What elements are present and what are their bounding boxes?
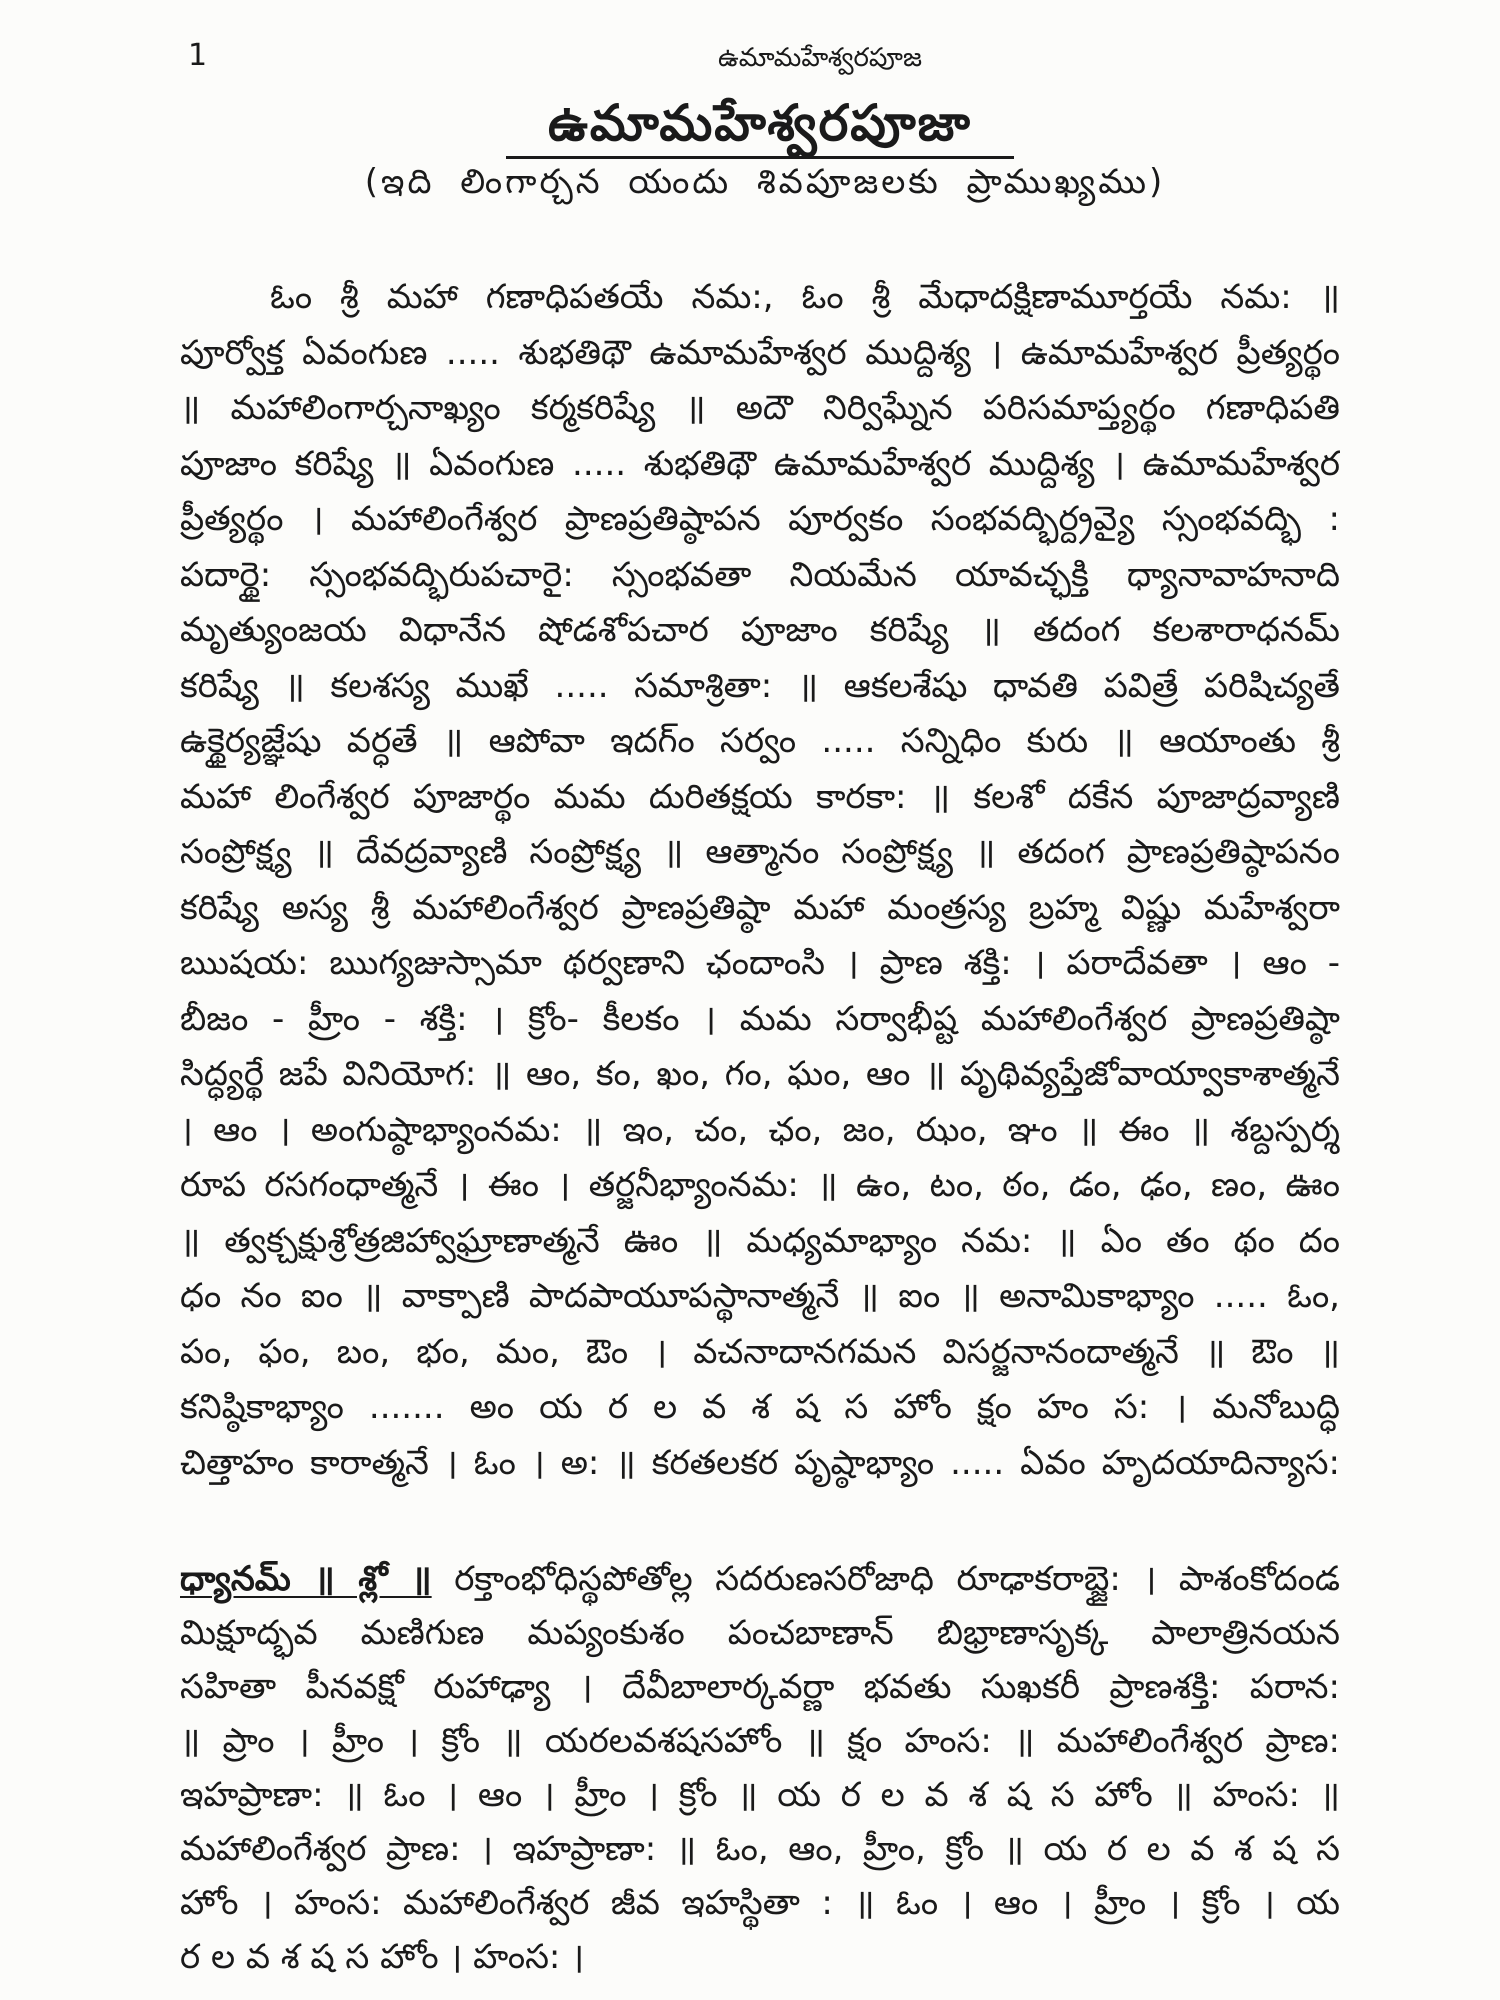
text-line: ఇహప్రాణా: ॥ ఓం । ఆం । హ్రీం । క్రోం ॥ య ర ల వ శ ష స హోం ॥ హంస: ॥ bbox=[180, 1775, 1340, 1815]
text-line: మహా లింగేశ్వర పూజార్థం మమ దురితక్షయ కారకా: ॥ కలశో దకేన పూజాద్రవ్యాణి bbox=[180, 776, 1340, 817]
text-line: కరిష్యే అస్య శ్రీ మహాలింగేశ్వర ప్రాణప్రతిష్ఠా మహా మంత్రస్య బ్రహ్మ విష్ణు మహేశ్వరా bbox=[180, 887, 1340, 928]
text-line: బీజం - హ్రీం - శక్తి: । క్రోం- కీలకం । మమ సర్వాభీష్ట మహాలింగేశ్వర ప్రాణప్రతిష్ఠా bbox=[180, 998, 1340, 1039]
verse-text: రక్తాంభోధిస్థపోతోల్ల సదరుణసరోజాధి రూఢాకరాబ్జై: । పాశంకోదండ bbox=[454, 1559, 1340, 1599]
text-line: ॥ త్వక్చక్షుశ్రోత్రజిహ్వాఘ్రాణాత్మనే ఊం ॥ మధ్యమాభ్యాం నమ: ॥ ఏం తం థం దం bbox=[180, 1220, 1340, 1261]
running-header: ఉమామహేశ్వరపూజ bbox=[718, 43, 922, 73]
text-line: పూజాం కరిష్యే ॥ ఏవంగుణ ..... శుభతిథౌ ఉమామహేశ్వర ముద్దిశ్య । ఉమామహేశ్వర bbox=[180, 443, 1340, 484]
page-subtitle: (ఇది లింగార్చన యందు శివపూజలకు ప్రాముఖ్యము) bbox=[364, 162, 1166, 202]
page-number: 1 bbox=[188, 38, 208, 73]
text-line: ర ల వ శ ష స హోం । హంస: । bbox=[180, 1937, 585, 1977]
text-line: । ఆం । అంగుష్ఠాభ్యాంనమ: ॥ ఇం, చం, ఛం, జం, ఝం, ఞం ॥ ఈం ॥ శబ్దస్పర్శ bbox=[180, 1109, 1340, 1150]
dhyanam-heading: ధ్యానమ్ ॥ శ్లో ॥ bbox=[180, 1559, 432, 1599]
text-line: పదార్థై: స్సంభవద్భిరుపచారై: స్సంభవతా నియమేన యావచ్ఛక్తి ధ్యానావాహనాది bbox=[180, 554, 1340, 595]
text-line: పూర్వోక్త ఏవంగుణ ..... శుభతిథౌ ఉమామహేశ్వర ముద్దిశ్య । ఉమామహేశ్వర ప్రీత్యర్థం bbox=[180, 332, 1340, 373]
text-line: ప్రీత్యర్థం । మహాలింగేశ్వర ప్రాణప్రతిష్ఠాపన పూర్వకం సంభవద్భిర్ద్రవ్యై స్సంభవద్భి : bbox=[180, 499, 1340, 539]
text-line: మిక్షూద్భవ మణిగుణ మప్యంకుశం పంచబాణాన్ బిభ్రాణాసృక్క పాలాత్రినయన bbox=[180, 1613, 1340, 1653]
text-line: ॥ మహాలింగార్చనాఖ్యం కర్మకరిష్యే ॥ అదౌ నిర్విఘ్నేన పరిసమాప్త్యర్థం గణాధిపతి bbox=[180, 388, 1340, 428]
page-title: ఉమామహేశ్వరపూజా bbox=[506, 90, 1014, 159]
text-line: ధం నం ఐం ॥ వాక్పాణి పాదపాయూపస్థానాత్మనే ॥ ఐం ॥ అనామికాభ్యాం ..... ఓం, bbox=[180, 1276, 1340, 1316]
text-line: ఋషయ: ఋగ్యజుస్సామా థర్వణాని ఛందాంసి । ప్రాణ శక్తి: । పరాదేవతా । ఆం - bbox=[180, 943, 1340, 983]
text-line: సంప్రోక్ష్య ॥ దేవద్రవ్యాణి సంప్రోక్ష్య ॥ ఆత్మానం సంప్రోక్ష్య ॥ తదంగ ప్రాణప్రతిష్ఠాపనం bbox=[180, 832, 1340, 872]
text-line: సిద్ధ్యర్థే జపే వినియోగ: ॥ ఆం, కం, ఖం, గం, ఘం, ఆం ॥ పృథివ్యప్తేజోవాయ్వాకాశాత్మనే bbox=[180, 1054, 1340, 1094]
text-line: ॥ ప్రాం । హ్రీం । క్రోం ॥ యరలవశషసహోం ॥ క్షం హంస: ॥ మహాలింగేశ్వర ప్రాణ: bbox=[180, 1721, 1340, 1761]
invocation-paragraph bbox=[180, 270, 1340, 1491]
text-line: మృత్యుంజయ విధానేన షోడశోపచార పూజాం కరిష్యే ॥ తదంగ కలశారాధనమ్ bbox=[180, 610, 1340, 650]
text-line: సహితా పీనవక్షో రుహాఢ్యా । దేవీబాలార్కవర్ణా భవతు సుఖకరీ ప్రాణశక్తి: పరాన: bbox=[180, 1667, 1340, 1707]
text-line: కరిష్యే ॥ కలశస్య ముఖే ..... సమాశ్రితా: ॥ ఆకలశేషు ధావతి పవిత్రే పరిషిచ్యతే bbox=[180, 665, 1340, 706]
text-line: హోం । హంస: మహాలింగేశ్వర జీవ ఇహస్థితా : ॥ ఓం । ఆం । హ్రీం । క్రోం । య bbox=[180, 1883, 1340, 1923]
text-line: మహాలింగేశ్వర ప్రాణ: । ఇహప్రాణా: ॥ ఓం, ఆం, హ్రీం, క్రోం ॥ య ర ల వ శ ష స bbox=[180, 1829, 1340, 1869]
text-line: పం, ఫం, బం, భం, మం, ఔం । వచనాదానగమన విసర్జనానందాత్మనే ॥ ఔం ॥ bbox=[180, 1331, 1340, 1372]
text-line: ఉక్థైర్యజ్ఞేషు వర్ధతే ॥ ఆపోవా ఇదగ్ం సర్వం ..... సన్నిధిం కురు ॥ ఆయాంతు శ్రీ bbox=[180, 721, 1340, 761]
text-line: చిత్తాహం కారాత్మనే । ఓం । అ: ॥ కరతలకర పృష్ఠాభ్యాం ..... ఏవం హృదయాదిన్యాస: bbox=[180, 1442, 1340, 1483]
text-line: రూప రసగంధాత్మనే । ఈం । తర్జనీభ్యాంనమ: ॥ ఉం, టం, ఠం, డం, ఢం, ణం, ఊం bbox=[180, 1165, 1340, 1205]
dhyanam-paragraph bbox=[180, 1552, 1340, 1984]
text-line bbox=[180, 1552, 1340, 1606]
text-line: కనిష్ఠికాభ్యాం ....... అం య ర ల వ శ ష స హోం క్షం హం స: । మనోబుద్ధి bbox=[180, 1387, 1340, 1427]
text-line: ఓం శ్రీ మహా గణాధిపతయే నమ:, ఓం శ్రీ మేధాదక్షిణామూర్తయే నమ: ॥ bbox=[270, 277, 1340, 317]
